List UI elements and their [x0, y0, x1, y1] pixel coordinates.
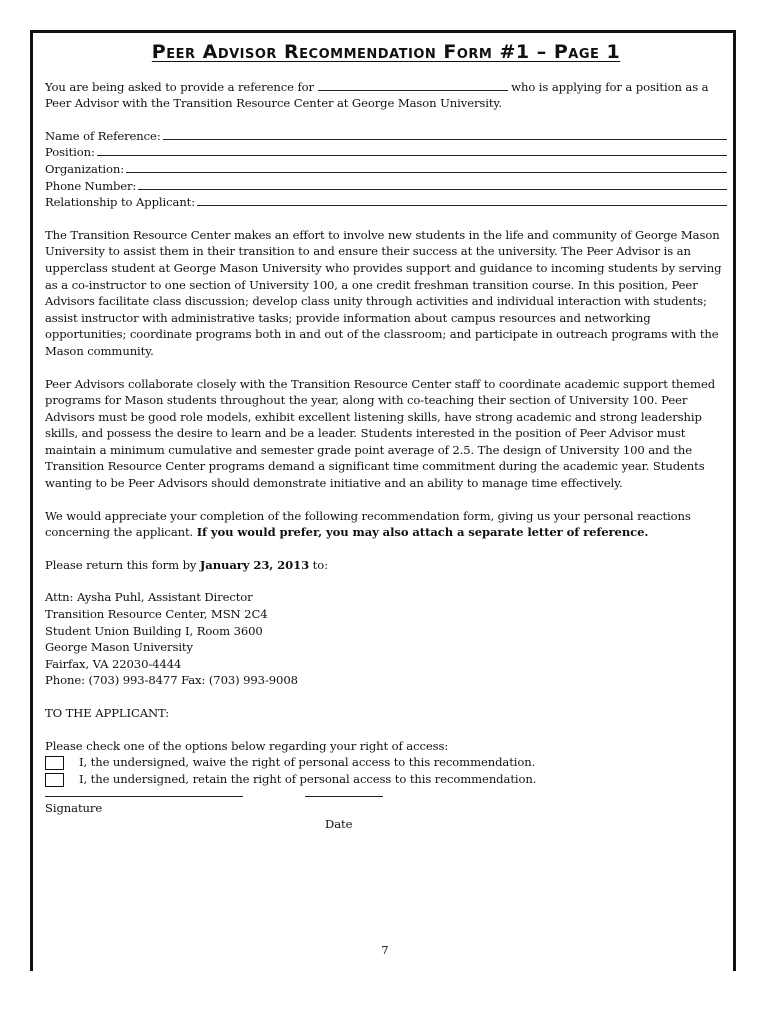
field-name-of-reference[interactable] [45, 128, 727, 145]
waive-checkbox[interactable] [45, 756, 64, 770]
address-line: George Mason University [45, 640, 193, 655]
return-date: January 23, 2013 [199, 557, 310, 572]
field-blank[interactable] [126, 161, 727, 173]
mailing-address [45, 589, 727, 689]
field-phone-number[interactable] [45, 178, 727, 195]
date-line[interactable] [305, 796, 383, 797]
address-line: Transition Resource Center, MSN 2C4 [45, 607, 268, 622]
field-blank[interactable] [138, 178, 727, 190]
applicant-heading: TO THE APPLICANT: [45, 706, 170, 720]
description-paragraph-1: The Transition Resource Center makes an effort to involve new students in the life and community of George Mason University to assist them in their transition to and ensure their success at the university. The Peer Advisor is an upperclass student at George Mason University who provides support and guidance to incoming students by serving as a co-instructor to one section of University 100, a one credit freshman transition course. In this position, Peer Advisors facilitate class discussion; develop class unity through activities and individual interaction with students; assist instructor with administrative tasks; provide information about campus resources and networking opportunities; coordinate programs both in and out of the classroom; and participate in outreach programs with the Mason community. [45, 227, 722, 358]
field-label: Position: [45, 145, 95, 160]
intro-after: who is applying for a position as a Peer Advisor with the Transition Resource Center at George Mason University. [45, 79, 709, 111]
retain-option-label: I, the undersigned, retain the right of personal access to this recommendation. [79, 772, 537, 787]
address-line: Attn: Aysha Puhl, Assistant Director [45, 590, 253, 605]
signature-line[interactable] [45, 796, 243, 797]
field-label: Name of Reference: [45, 128, 161, 143]
check-prompt: Please check one of the options below regarding your right of access: [45, 738, 449, 753]
field-organization[interactable] [45, 161, 727, 178]
return-text: Please return this form by [45, 557, 200, 572]
description-paragraph-2: Peer Advisors collaborate closely with the Transition Resource Center staff to coordinate academic support themed programs for Mason students throughout the year, along with co-teaching their section of University 100. Peer Advisors must be good role models, exhibit excellent listening skills, have strong academic and strong leadership skills, and possess the desire to learn and be a leader. Students interested in the position of Peer Advisor must maintain a minimum cumulative and semester grade point average of 2.5. The design of University 100 and the Transition Resource Center programs demand a significant time commitment during the academic year. Students wanting to be Peer Advisors should demonstrate initiative and an ability to manage time effectively. [45, 376, 716, 491]
address-line: Phone: (703) 993-8477 Fax: (703) 993-9008 [45, 673, 298, 688]
request-text: We would appreciate your completion of the following recommendation form, giving us your personal reactions concerning the applicant. [45, 508, 691, 540]
request-paragraph [45, 508, 727, 541]
signature-label: Signature [45, 801, 103, 816]
date-label: Date [325, 817, 353, 832]
address-line: Fairfax, VA 22030-4444 [45, 656, 182, 671]
field-relationship[interactable] [45, 194, 727, 211]
field-label: Phone Number: [45, 178, 137, 193]
field-blank[interactable] [97, 144, 727, 156]
applicant-name-blank[interactable] [318, 80, 508, 91]
intro-before: You are being asked to provide a reference for [45, 79, 314, 94]
intro-paragraph [45, 79, 727, 112]
retain-option[interactable] [45, 771, 727, 788]
field-label: Organization: [45, 161, 124, 176]
return-text-end: to: [309, 557, 328, 572]
request-bold-text: If you would prefer, you may also attach a separate letter of reference. [196, 525, 649, 540]
retain-checkbox[interactable] [45, 773, 64, 787]
field-position[interactable] [45, 144, 727, 161]
form-content [45, 41, 727, 848]
page-title: Peer Advisor Recommendation Form #1 – Page 1 [151, 41, 621, 63]
field-blank[interactable] [197, 194, 727, 206]
signature-area [45, 788, 727, 848]
field-blank[interactable] [163, 128, 727, 140]
address-line: Student Union Building I, Room 3600 [45, 623, 263, 638]
return-instructions [45, 557, 727, 574]
waive-option[interactable] [45, 754, 727, 771]
field-label: Relationship to Applicant: [45, 195, 196, 210]
page-number: 7 [381, 943, 389, 957]
waive-option-label: I, the undersigned, waive the right of personal access to this recommendation. [79, 755, 536, 770]
